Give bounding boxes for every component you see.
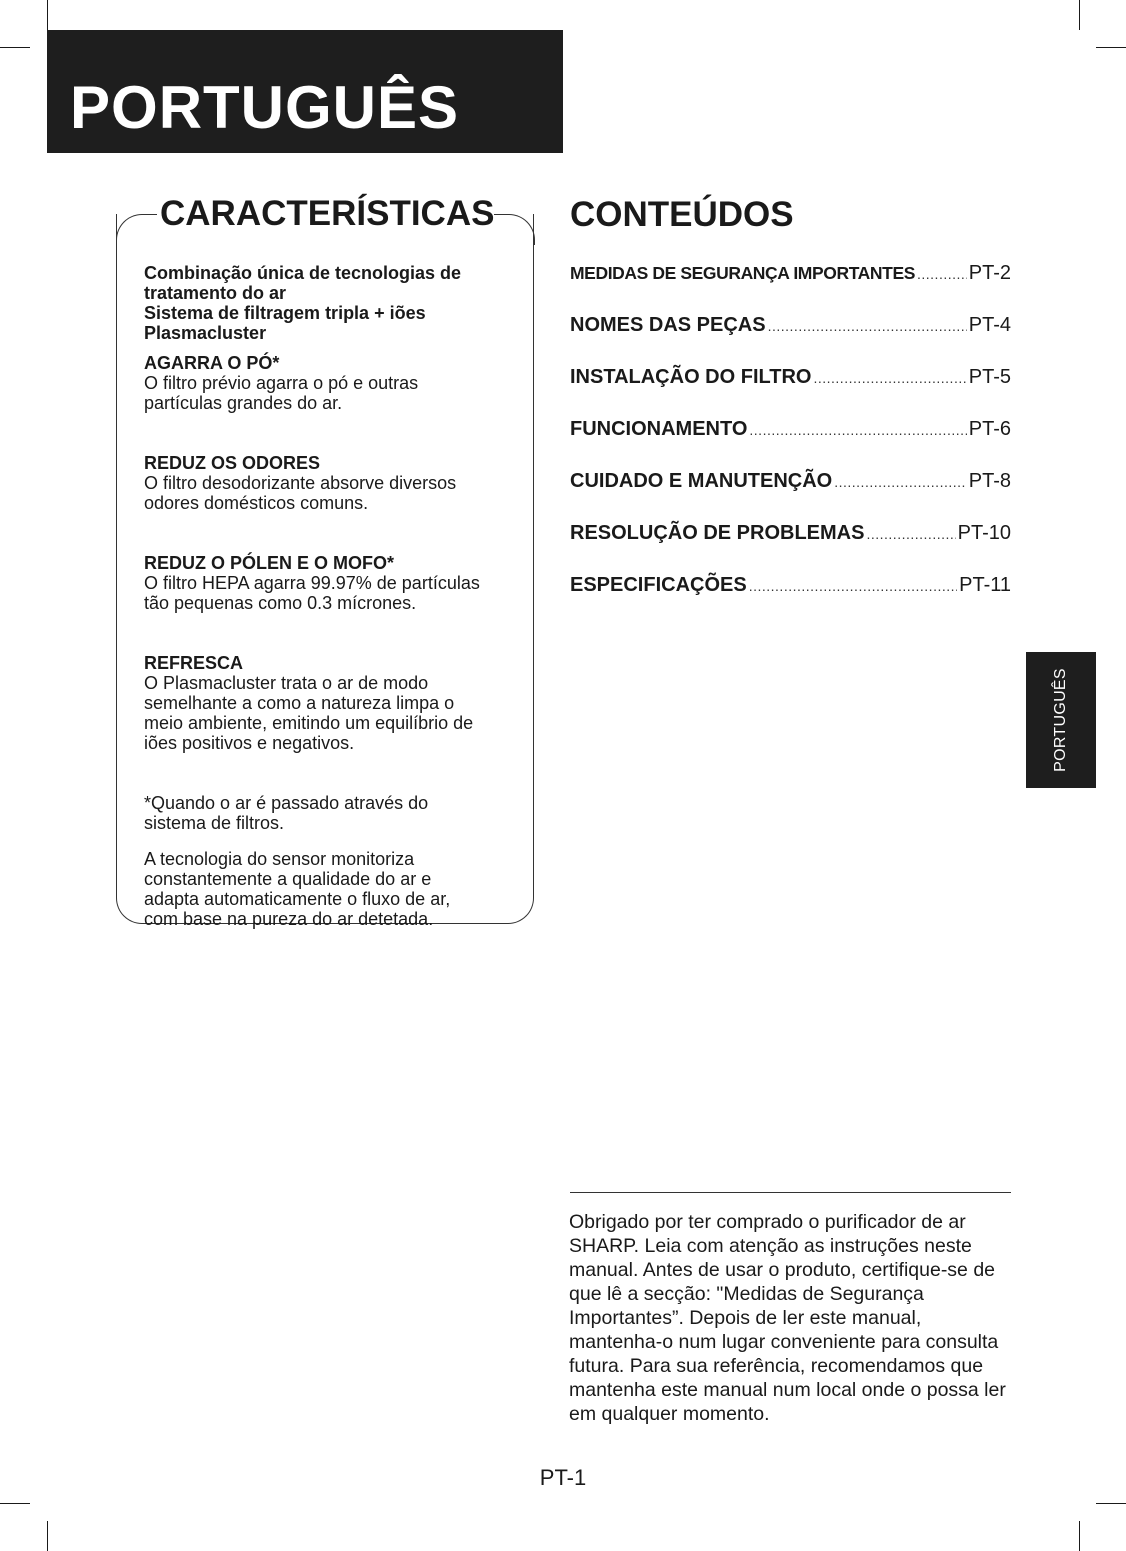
- feature-section-pollen: [144, 553, 529, 613]
- toc-entry-care[interactable]: [570, 470, 1011, 522]
- feature-section-refresh: [144, 653, 529, 753]
- sensor-note-text: A tecnologia do sensor monitoriza: [144, 849, 415, 869]
- toc-leader-dots: [749, 422, 966, 438]
- toc-entry-operation[interactable]: [570, 418, 1011, 470]
- feature-text: O filtro prévio agarra o pó e outras: [144, 373, 419, 393]
- language-side-tab-label: PORTUGUÊS: [1052, 668, 1069, 772]
- features-footnote: [144, 793, 529, 833]
- toc-leader-dots: [834, 474, 967, 490]
- toc-entry-page: PT-6: [968, 418, 1011, 440]
- features-title: CARACTERÍSTICAS: [160, 194, 495, 233]
- toc-entry-label: MEDIDAS DE SEGURANÇA IMPORTANTES: [570, 263, 915, 283]
- toc-entry-specifications[interactable]: [570, 574, 1011, 626]
- sensor-note-text: constantemente a qualidade do ar e: [144, 869, 432, 889]
- toc-entry-troubleshooting[interactable]: [570, 522, 1011, 574]
- toc-entry-page: PT-11: [959, 574, 1011, 596]
- toc-entry-filter-install[interactable]: [570, 366, 1011, 418]
- features-intro-line: Combinação única de tecnologias de: [144, 263, 462, 283]
- feature-text: O filtro desodorizante absorve diversos: [144, 473, 457, 493]
- thank-you-paragraph: Obrigado por ter comprado o purificador de ar SHARP. Leia com atenção as instruções neste manual. Antes de usar o produto, certifique-se de que lê a secção: "Medidas de Segurança Importantes”. Depois de ler este manual, mantenha-o num lugar conveniente para consulta futura. Para sua referência, recomendamos que mantenha este manual num local onde o possa ler em qualquer momento.: [569, 1211, 1006, 1425]
- toc-leader-dots: [917, 266, 967, 282]
- toc-entry-page: PT-8: [968, 470, 1011, 492]
- language-side-tab[interactable]: [1026, 652, 1096, 788]
- toc-entry-parts[interactable]: [570, 314, 1011, 366]
- toc-leader-dots: [866, 526, 955, 542]
- toc-leader-dots: [768, 318, 967, 334]
- toc-entry-label: FUNCIONAMENTO: [570, 418, 748, 440]
- language-header-title: PORTUGUÊS: [70, 74, 460, 141]
- toc-leader-dots: [749, 578, 957, 594]
- feature-heading: REFRESCA: [144, 653, 244, 673]
- sensor-note-text: com base na pureza do ar detetada.: [144, 909, 434, 929]
- toc-entry-page: PT-4: [968, 314, 1011, 336]
- contents-title: CONTEÚDOS: [570, 195, 794, 234]
- toc-entry-label: RESOLUÇÃO DE PROBLEMAS: [570, 522, 865, 544]
- footnote-text: *Quando o ar é passado através do: [144, 793, 429, 813]
- sensor-note-text: adapta automaticamente o fluxo de ar,: [144, 889, 451, 909]
- crop-mark: [1096, 47, 1126, 48]
- feature-text: partículas grandes do ar.: [144, 393, 343, 413]
- feature-text: O filtro HEPA agarra 99.97% de partículas: [144, 573, 480, 593]
- feature-heading: REDUZ OS ODORES: [144, 453, 321, 473]
- toc-entry-label: INSTALAÇÃO DO FILTRO: [570, 366, 812, 388]
- features-intro-line: Plasmacluster: [144, 323, 267, 343]
- footnote-text: sistema de filtros.: [144, 813, 285, 833]
- feature-text: O Plasmacluster trata o ar de modo: [144, 673, 429, 693]
- crop-mark: [1096, 1503, 1126, 1504]
- features-intro-line: Sistema de filtragem tripla + iões: [144, 303, 426, 323]
- feature-text: odores domésticos comuns.: [144, 493, 369, 513]
- crop-mark: [0, 47, 30, 48]
- feature-heading: AGARRA O PÓ*: [144, 353, 280, 373]
- toc-leader-dots: [813, 370, 966, 386]
- table-of-contents: [570, 262, 1011, 626]
- features-content: [144, 263, 529, 929]
- crop-mark: [47, 0, 48, 30]
- feature-text: tão pequenas como 0.3 mícrones.: [144, 593, 417, 613]
- toc-entry-page: PT-10: [957, 522, 1011, 544]
- features-intro-line: tratamento do ar: [144, 283, 287, 303]
- crop-mark: [1079, 0, 1080, 30]
- toc-entry-safety[interactable]: [570, 262, 1011, 314]
- feature-heading: REDUZ O PÓLEN E O MOFO*: [144, 553, 395, 573]
- crop-mark: [47, 1521, 48, 1551]
- page-number: PT-1: [539, 1465, 587, 1490]
- crop-mark: [1079, 1521, 1080, 1551]
- divider: [570, 1192, 1011, 1193]
- toc-entry-label: NOMES DAS PEÇAS: [570, 314, 766, 336]
- feature-text: semelhante a como a natureza limpa o: [144, 693, 455, 713]
- toc-entry-page: PT-5: [968, 366, 1011, 388]
- toc-entry-label: ESPECIFICAÇÕES: [570, 574, 747, 596]
- feature-section-odors: [144, 453, 529, 513]
- feature-text: iões positivos e negativos.: [144, 733, 355, 753]
- toc-entry-page: PT-2: [968, 262, 1011, 284]
- sensor-note: [144, 849, 529, 929]
- feature-section-dust: [144, 353, 529, 413]
- feature-text: meio ambiente, emitindo um equilíbrio de: [144, 713, 474, 733]
- crop-mark: [0, 1503, 30, 1504]
- toc-entry-label: CUIDADO E MANUTENÇÃO: [570, 470, 833, 492]
